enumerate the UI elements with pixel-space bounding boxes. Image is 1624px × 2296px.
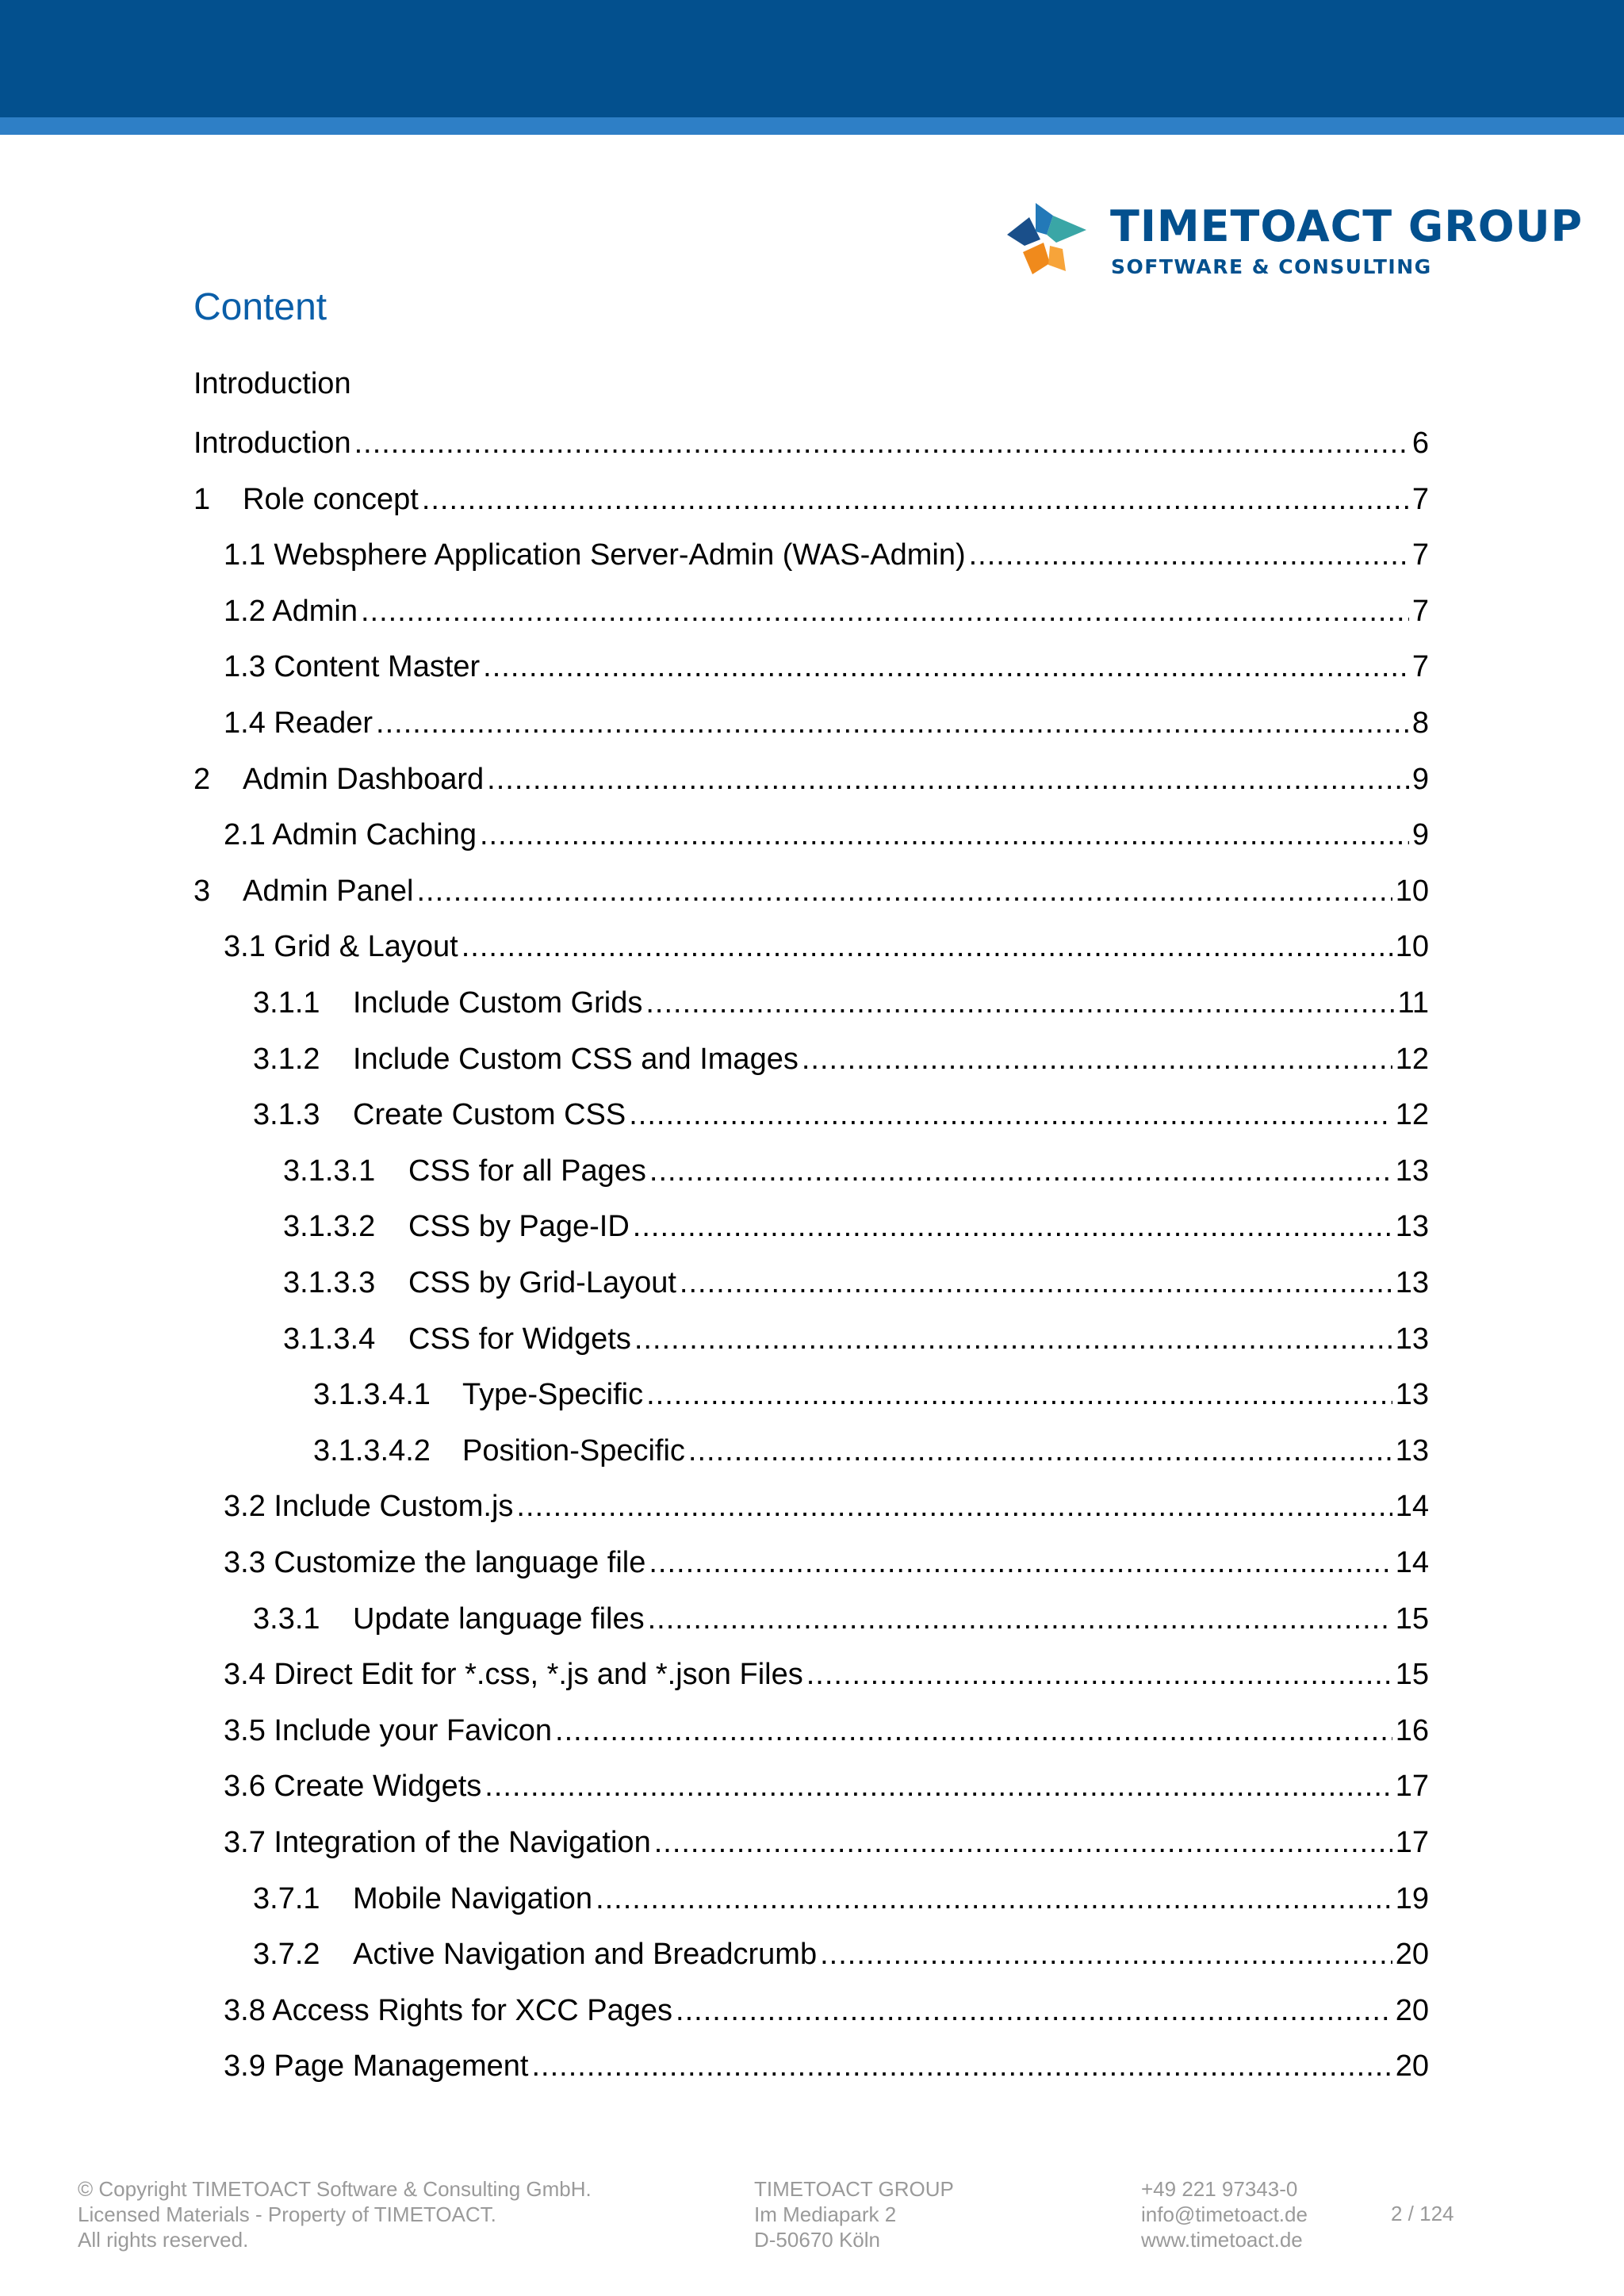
toc-page-number: 7 — [1411, 594, 1429, 628]
toc-page-number: 17 — [1395, 1826, 1429, 1859]
toc-title: 1.1 Websphere Application Server-Admin (WAS-Admin) — [224, 538, 966, 572]
toc-entry[interactable] — [283, 1205, 1429, 1245]
toc-entry[interactable] — [283, 1318, 1429, 1357]
header-band — [0, 0, 1624, 117]
toc-entry[interactable] — [224, 702, 1429, 741]
toc-page-number: 20 — [1395, 1993, 1429, 2027]
footer-phone: +49 221 97343-0 — [1141, 2177, 1298, 2201]
toc-number: 3.3.1 — [253, 1601, 320, 1636]
toc-entry[interactable] — [224, 1541, 1429, 1581]
toc-leader-dots — [354, 425, 1409, 461]
toc-number: 3.1.3 — [253, 1098, 320, 1132]
toc-page-number: 13 — [1395, 1322, 1429, 1356]
toc-entry[interactable] — [224, 1821, 1429, 1861]
toc-page-number: 19 — [1395, 1881, 1429, 1915]
logo-tagline: SOFTWARE & CONSULTING — [1111, 255, 1432, 278]
toc-page-number: 10 — [1395, 930, 1429, 964]
toc-title: Position-Specific — [462, 1433, 685, 1468]
toc-leader-dots — [645, 985, 1394, 1021]
page-number: 2 / 124 — [1391, 2202, 1454, 2225]
intro-label: Introduction — [193, 367, 351, 400]
toc-page-number: 7 — [1411, 538, 1429, 572]
toc-title: CSS for Widgets — [408, 1322, 631, 1356]
toc-page-number: 20 — [1395, 1938, 1429, 1972]
toc-page-number: 7 — [1411, 650, 1429, 684]
toc-leader-dots — [416, 873, 1392, 909]
toc-number: 3.1.3.4.2 — [313, 1433, 431, 1468]
toc-leader-dots — [680, 1265, 1392, 1301]
toc-title: Mobile Navigation — [353, 1881, 593, 1915]
toc-leader-dots — [462, 928, 1392, 965]
toc-entry[interactable] — [283, 1150, 1429, 1189]
toc-entry[interactable] — [224, 1709, 1429, 1749]
toc-leader-dots — [629, 1096, 1392, 1133]
toc-page-number: 9 — [1411, 762, 1429, 796]
toc-entry[interactable] — [193, 870, 1429, 909]
toc-page-number: 13 — [1395, 1433, 1429, 1468]
toc-entry[interactable] — [224, 645, 1429, 685]
header-stripe — [0, 117, 1624, 135]
toc-number: 3.1.3.3 — [283, 1266, 376, 1299]
toc-title: Create Custom CSS — [353, 1098, 626, 1132]
toc-title: Include Custom CSS and Images — [353, 1042, 799, 1076]
company-logo — [1007, 198, 1584, 285]
toc-number: 3.1.1 — [253, 986, 320, 1020]
toc-entry[interactable] — [224, 1765, 1429, 1804]
toc-leader-dots — [596, 1881, 1392, 1917]
toc-page-number: 15 — [1395, 1601, 1429, 1636]
toc-title: 2.1 Admin Caching — [224, 818, 477, 852]
toc-title: 3.3 Customize the language file — [224, 1546, 646, 1579]
toc-leader-dots — [802, 1041, 1392, 1077]
toc-entry[interactable] — [253, 1093, 1429, 1133]
toc-page-number: 7 — [1411, 482, 1429, 516]
toc-entry[interactable] — [313, 1373, 1429, 1413]
toc-page-number: 13 — [1395, 1266, 1429, 1299]
toc-leader-dots — [649, 1544, 1392, 1581]
toc-number: 1 — [193, 482, 211, 516]
footer-address-line: D-50670 Köln — [754, 2228, 880, 2252]
toc-entry[interactable] — [253, 1038, 1429, 1077]
toc-page-number: 8 — [1411, 706, 1429, 740]
toc-page-number: 6 — [1411, 427, 1429, 460]
toc-leader-dots — [487, 761, 1409, 798]
toc-entry[interactable] — [253, 982, 1429, 1021]
toc-leader-dots — [646, 1376, 1392, 1413]
toc-title: 3.9 Page Management — [224, 2049, 529, 2084]
toc-page-number: 11 — [1397, 986, 1429, 1020]
toc-page-number: 16 — [1395, 1713, 1429, 1747]
toc-leader-dots — [422, 481, 1409, 518]
toc-page-number: 14 — [1395, 1546, 1429, 1579]
toc-number: 3.1.3.4 — [283, 1322, 376, 1356]
toc-entry[interactable] — [253, 1598, 1429, 1637]
toc-leader-dots — [376, 705, 1409, 741]
toc-number: 3.1.2 — [253, 1042, 320, 1076]
toc-title: 3.4 Direct Edit for *.css, *.js and *.json Files — [224, 1658, 803, 1692]
toc-title: Update language files — [353, 1601, 645, 1636]
page-heading: Content — [193, 286, 327, 328]
footer-copyright-line: © Copyright TIMETOACT Software & Consulting GmbH. — [78, 2177, 592, 2201]
toc-page-number: 10 — [1395, 874, 1429, 908]
footer-copyright — [78, 2176, 592, 2252]
toc-number: 3.1.3.4.1 — [313, 1378, 431, 1412]
footer-contact — [1141, 2176, 1308, 2252]
toc-page-number: 13 — [1395, 1210, 1429, 1244]
toc-leader-dots — [648, 1601, 1392, 1637]
toc-entry[interactable] — [193, 758, 1429, 798]
toc-leader-dots — [688, 1433, 1392, 1469]
toc-title: 1.4 Reader — [224, 706, 373, 740]
toc-entry[interactable] — [224, 1989, 1429, 2029]
toc-leader-dots — [555, 1712, 1392, 1749]
footer-copyright-line: Licensed Materials - Property of TIMETOACT. — [78, 2202, 496, 2226]
footer-email: info@timetoact.de — [1141, 2202, 1308, 2226]
toc-title: Active Navigation and Breadcrumb — [353, 1938, 818, 1972]
toc-leader-dots — [806, 1656, 1392, 1693]
toc-entry[interactable] — [224, 534, 1429, 573]
logo-mark-icon — [1007, 203, 1094, 282]
toc-entry[interactable] — [224, 925, 1429, 965]
toc-title: 3.6 Create Widgets — [224, 1770, 482, 1804]
toc-title: Type-Specific — [462, 1378, 644, 1412]
toc-page-number: 20 — [1395, 2049, 1429, 2084]
toc-page-number: 17 — [1395, 1770, 1429, 1804]
toc-number: 2 — [193, 762, 211, 796]
toc-page-number: 13 — [1395, 1378, 1429, 1412]
toc-leader-dots — [532, 2048, 1392, 2084]
toc-page-number: 12 — [1395, 1042, 1429, 1076]
toc-leader-dots — [654, 1824, 1392, 1861]
toc-title: 1.2 Admin — [224, 594, 358, 628]
toc-entry[interactable] — [253, 1933, 1429, 1973]
toc-leader-dots — [634, 1321, 1392, 1357]
footer-address-line: Im Mediapark 2 — [754, 2202, 897, 2226]
logo-name: TIMETOACT GROUP — [1110, 201, 1584, 251]
toc-title: CSS by Grid-Layout — [408, 1266, 676, 1299]
toc-leader-dots — [361, 593, 1409, 629]
toc-leader-dots — [676, 1992, 1392, 2029]
toc-entry[interactable] — [313, 1429, 1429, 1469]
toc-entry[interactable] — [224, 590, 1429, 629]
toc-title: Role concept — [243, 482, 419, 516]
toc-leader-dots — [969, 537, 1409, 573]
footer-copyright-line: All rights reserved. — [78, 2228, 249, 2252]
footer-address-line: TIMETOACT GROUP — [754, 2177, 954, 2201]
toc-leader-dots — [633, 1208, 1392, 1245]
toc-leader-dots — [480, 817, 1409, 853]
toc-entry[interactable] — [224, 2045, 1429, 2084]
toc-title: 3.7 Integration of the Navigation — [224, 1826, 651, 1859]
toc-leader-dots — [485, 1768, 1392, 1804]
toc-page-number: 15 — [1395, 1658, 1429, 1692]
footer-address — [754, 2176, 954, 2252]
toc-leader-dots — [516, 1488, 1392, 1525]
toc-entry[interactable] — [253, 1877, 1429, 1917]
toc-entry[interactable] — [193, 422, 1429, 461]
toc-title: 3.8 Access Rights for XCC Pages — [224, 1993, 673, 2027]
toc-page-number: 13 — [1395, 1154, 1429, 1188]
toc-number: 3.7.2 — [253, 1938, 320, 1972]
toc-leader-dots — [820, 1936, 1392, 1973]
toc-title: CSS by Page-ID — [408, 1210, 630, 1244]
toc-entry[interactable] — [224, 1653, 1429, 1693]
toc-entry[interactable] — [193, 478, 1429, 518]
toc-title: Include Custom Grids — [353, 986, 643, 1020]
footer-website: www.timetoact.de — [1141, 2228, 1303, 2252]
toc-entry[interactable] — [224, 813, 1429, 853]
toc-number: 3.1.3.1 — [283, 1154, 376, 1188]
toc-number: 3 — [193, 874, 211, 908]
toc-title: 3.1 Grid & Layout — [224, 930, 458, 964]
toc-title: Admin Dashboard — [243, 762, 485, 796]
toc-number: 3.7.1 — [253, 1881, 320, 1915]
toc-page-number: 12 — [1395, 1098, 1429, 1132]
toc-entry[interactable] — [224, 1485, 1429, 1525]
toc-title: 3.5 Include your Favicon — [224, 1713, 553, 1747]
toc-title: CSS for all Pages — [408, 1154, 646, 1188]
toc-title: Admin Panel — [243, 874, 414, 908]
toc-title: 3.2 Include Custom.js — [224, 1490, 514, 1524]
toc-leader-dots — [649, 1153, 1392, 1189]
toc-entry[interactable] — [283, 1261, 1429, 1301]
toc-page-number: 14 — [1395, 1490, 1429, 1524]
toc-title: Introduction — [193, 427, 351, 460]
toc-page-number: 9 — [1411, 818, 1429, 852]
toc-leader-dots — [483, 649, 1409, 685]
toc-number: 3.1.3.2 — [283, 1210, 376, 1244]
toc-title: 1.3 Content Master — [224, 650, 481, 684]
